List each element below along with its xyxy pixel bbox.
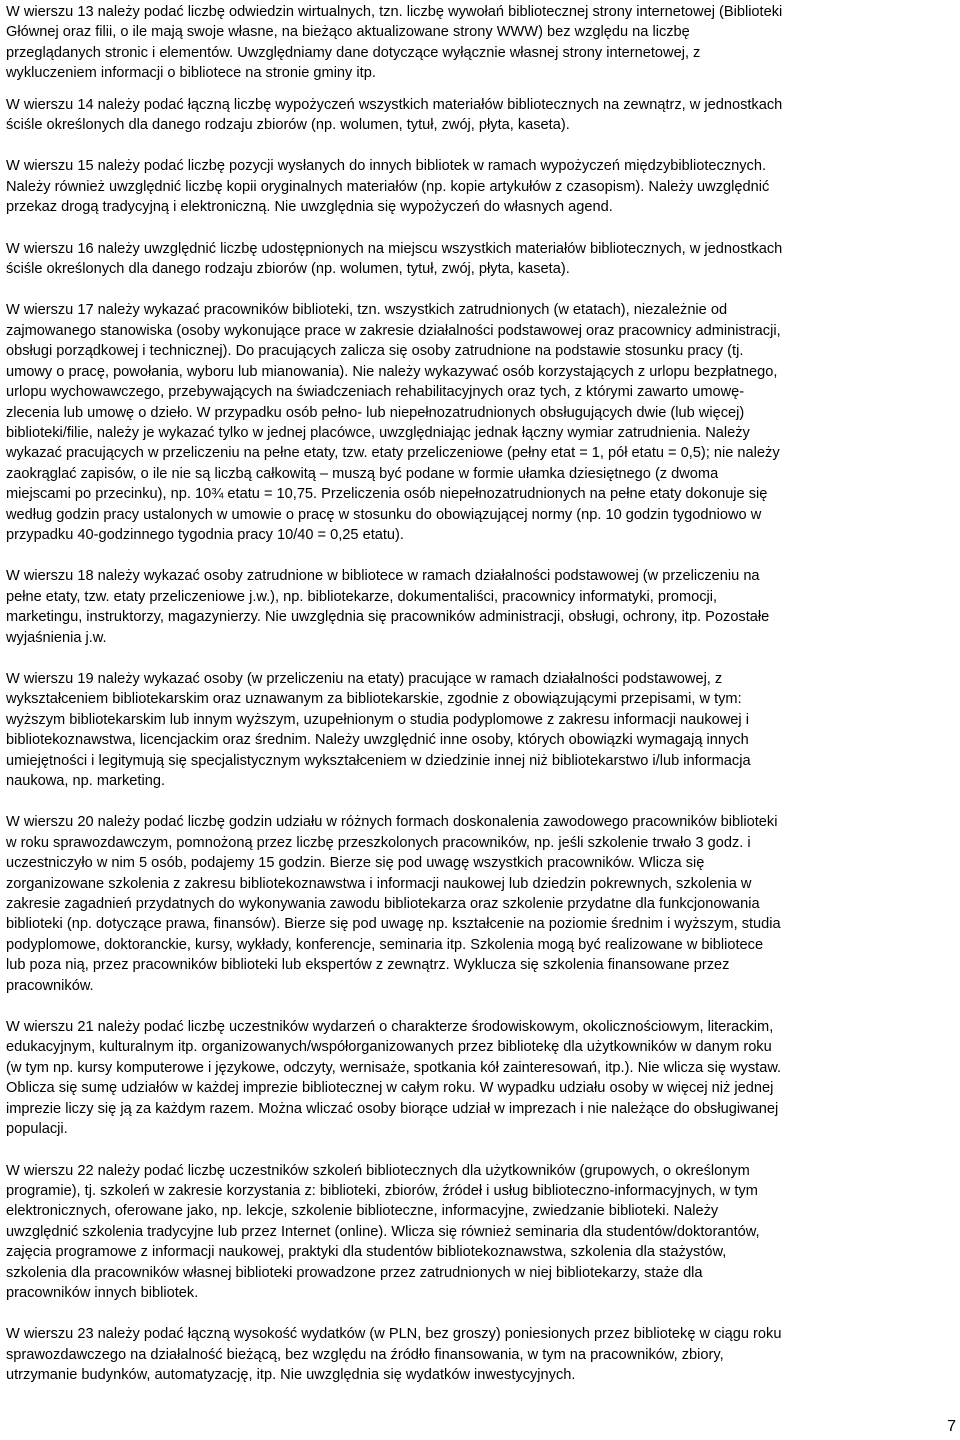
paragraph-row-22: W wierszu 22 należy podać liczbę uczestników szkoleń bibliotecznych dla użytkowników (grupowych, o określonym programie), tj. szkoleń w zakresie korzystania z: biblioteki, zbiorów, źródeł i usług biblioteczno-informacyjnych, w tym elektronicznych, oferowane jako, np. lekcje, szkolenie biblioteczne, informacyjne, zwiedzanie biblioteki. Należy uwzględnić szkolenia tradycyjne lub przez Internet (online). Wlicza się również seminaria dla studentów/doktorantów, zajęcia programowe z informacji naukowej, praktyki dla studentów bibliotekoznawstwa, szkolenia dla stażystów, szkolenia dla pracowników własnej biblioteki prowadzone przez zatrudnionych w niej bibliotekarzy, staże dla pracowników innych bibliotek. xyxy=(6,1162,760,1301)
paragraph-row-23: W wierszu 23 należy podać łączną wysokość wydatków (w PLN, bez groszy) poniesionych przez bibliotekę w ciągu roku sprawozdawczego na działalność bieżącą, bez względu na źródło finansowania, w tym na pracowników, zbiory, utrzymanie budynków, automatyzację, itp. Nie uwzględnia się wydatków inwestycyjnych. xyxy=(6,1326,782,1384)
paragraph-row-15: W wierszu 15 należy podać liczbę pozycji wysłanych do innych bibliotek w ramach wypożyczeń międzybibliotecznych. Należy również uwzględnić liczbę kopii oryginalnych materiałów (np. kopie artykułów z czasopism). Należy uwzględnić przekaz drogą tradycyjną i elektroniczną. Nie uwzględnia się wypożyczeń do własnych agend. xyxy=(6,158,770,216)
page-number: 7 xyxy=(947,1418,956,1435)
paragraph-row-18: W wierszu 18 należy wykazać osoby zatrudnione w bibliotece w ramach działalności podstawowej (w przeliczeniu na pełne etaty, tzw. etaty przeliczeniowe j.w.), np. bibliotekarze, dokumentaliści, pracownicy informatyki, promocji, marketingu, instruktorzy, magazynierzy. Nie uwzględnia się pracowników administracji, obsługi, ochrony, itp. Pozostałe wyjaśnienia j.w. xyxy=(6,568,770,646)
paragraph-row-13: W wierszu 13 należy podać liczbę odwiedzin wirtualnych, tzn. liczbę wywołań bibliotecznej strony internetowej (Biblioteki Głównej oraz filii, o ile mają swoje własne, na bieżąco aktualizowane strony WWW) bez względu na liczbę przeglądanych stronic i elementów. Uwzględniamy dane dotyczące wyłącznie własnej strony internetowej, z wykluczeniem informacji o bibliotece na stronie gminy itp. xyxy=(6,4,783,82)
paragraph-row-20: W wierszu 20 należy podać liczbę godzin udziału w różnych formach doskonalenia zawodowego pracowników biblioteki w roku sprawozdawczym, pomnożoną przez liczbę przeszkolonych pracowników, np. jeśli szkolenie trwało 3 godz. i uczestniczyło w nim 5 osób, podajemy 15 godzin. Bierze się pod uwagę wszystkich pracowników. Wlicza się zorganizowane szkolenia z zakresu bibliotekoznawstwa i informacji naukowej lub dziedzin pokrewnych, szkolenia w zakresie zagadnień przydatnych do wykonywania zawodu bibliotekarza oraz szkolenie przydatne dla funkcjonowania biblioteki (np. dotyczące prawa, finansów). Bierze się pod uwagę np. kształcenie na poziomie średnim i wyższym, studia podyplomowe, doktoranckie, kursy, wykłady, konferencje, seminaria itp. Szkolenia mogą być realizowane w bibliotece lub poza nią, przez pracowników biblioteki lub ekspertów z zewnątrz. Wyklucza się szkolenia finansowane przez pracowników. xyxy=(6,814,781,994)
paragraph-row-21: W wierszu 21 należy podać liczbę uczestników wydarzeń o charakterze środowiskowym, okolicznościowym, literackim, edukacyjnym, kulturalnym itp. organizowanych/współorganizowanych przez bibliotekę dla użytkowników w danym roku (w tym np. kursy komputerowe i językowe, odczyty, wernisaże, spotkania kół zainteresowań, itp.). Nie wlicza się wystaw. Oblicza się sumę udziałów w każdej imprezie bibliotecznej w całym roku. W wypadku udziału osoby w więcej niż jednej imprezie liczy się ją za każdym razem. Można wliczać osoby biorące udział w imprezach i nie należące do obsługiwanej populacji. xyxy=(6,1019,782,1138)
paragraph-row-17: W wierszu 17 należy wykazać pracowników biblioteki, tzn. wszystkich zatrudnionych (w etatach), niezależnie od zajmowanego stanowiska (osoby wykonujące prace w zakresie działalności podstawowej oraz pracownicy administracji, obsługi porządkowej i technicznej). Do pracujących zalicza się osoby zatrudnione na podstawie stosunku pracy (tj. umowy o pracę, powołania, wyboru lub mianowania). Nie należy wykazywać osób korzystających z urlopu bezpłatnego, urlopu wychowawczego, przebywających na świadczeniach rehabilitacyjnych oraz tych, z którymi zawarto umowę- zlecenia lub umowę o dzieło. W przypadku osób pełno- lub niepełnozatrudnionych obsługujących dwie (lub więcej) biblioteki/filie, należy je wykazać tylko w jednej placówce, uwzględniając jednak łączny wymiar zatrudnienia. Należy wykazać pracujących w przeliczeniu na pełne etaty, tzw. etaty przeliczeniowe (pełny etat = 1, pół etatu = 0,5); nie należy zaokrąglać zapisów, o ile nie są liczbą całkowitą – muszą być podane w formie ułamka dziesiętnego (z dwoma miejscami po przecinku), np. 10¾ etatu = 10,75. Przeliczenia osób niepełnozatrudnionych na pełne etaty dokonuje się według godzin pracy ustalonych w umowie o pracę w stosunku do obowiązującej normy (np. 10 godzin tygodniowo w przypadku 40-godzinnego tygodnia pracy 10/40 = 0,25 etatu). xyxy=(6,302,781,543)
paragraph-row-16: W wierszu 16 należy uwzględnić liczbę udostępnionych na miejscu wszystkich materiałów bibliotecznych, w jednostkach ściśle określonych dla danego rodzaju zbiorów (np. wolumen, tytuł, zwój, płyta, kaseta). xyxy=(6,240,783,278)
paragraph-row-19: W wierszu 19 należy wykazać osoby (w przeliczeniu na etaty) pracujące w ramach działalności podstawowej, z wykształceniem bibliotekarskim oraz uznawanym za bibliotekarskie, zgodnie z obowiązującymi przepisami, w tym: wyższym bibliotekarskim lub innym wyższym, uzupełnionym o studia podyplomowe z zakresu informacji naukowej i bibliotekoznawstwa, licencjackim oraz średnim. Należy uwzględnić inne osoby, których obowiązki wymagają innych umiejętności i legitymują się specjalistycznym wykształceniem w dziedzinie innej niż bibliotekarstwo i/lub informacja naukowa, np. marketing. xyxy=(6,670,751,789)
paragraph-row-14: W wierszu 14 należy podać łączną liczbę wypożyczeń wszystkich materiałów bibliotecznych na zewnątrz, w jednostkach ściśle określonych dla danego rodzaju zbiorów (np. wolumen, tytuł, zwój, płyta, kaseta). xyxy=(6,96,783,134)
